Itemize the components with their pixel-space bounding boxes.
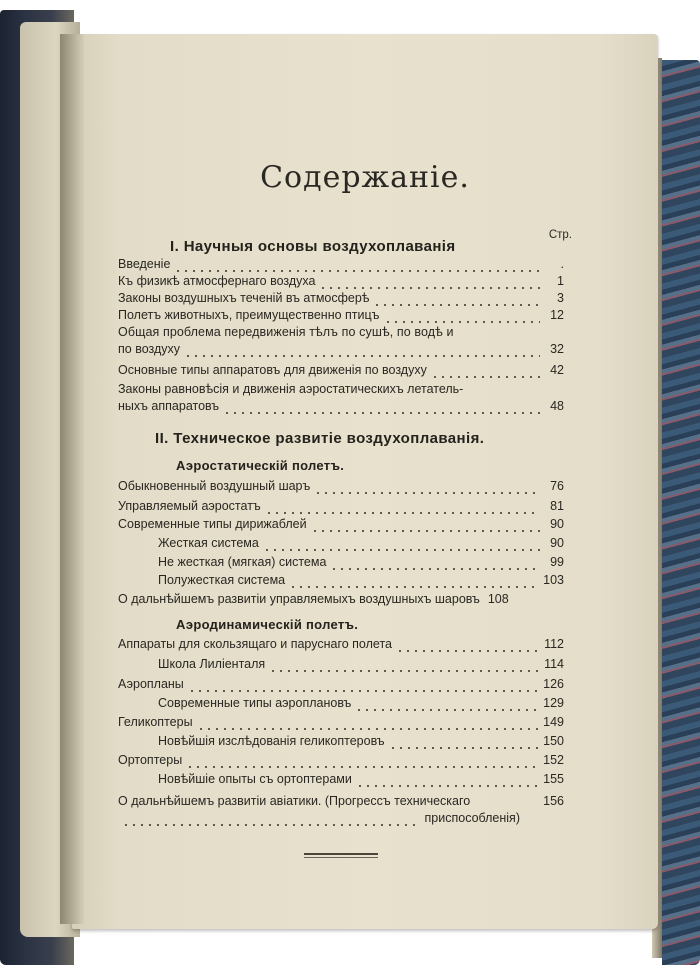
toc-entry-continuation	[118, 341, 564, 357]
leader-dots	[311, 518, 540, 532]
toc-entry	[118, 273, 564, 289]
end-rule	[304, 853, 378, 855]
toc-entry-page: 3	[557, 291, 564, 305]
toc-entry-title: Школа Лиліенталя	[158, 657, 266, 671]
leader-dots	[122, 812, 421, 826]
toc-entry	[158, 733, 564, 749]
toc-entry-title: Полетъ животныхъ, преимущественно птицъ	[118, 308, 380, 322]
toc-entry-page: 112	[544, 637, 564, 651]
toc-entry	[118, 290, 564, 306]
book-cover-right	[662, 60, 700, 965]
toc-entry-title: Современные типы дирижаблей	[118, 517, 307, 531]
toc-entry-title: Аппараты для скользящаго и паруснаго полета	[118, 637, 392, 651]
toc-entry-page: 129	[543, 696, 564, 710]
toc-entry-title: Ортоптеры	[118, 753, 183, 767]
toc-entry	[118, 498, 564, 514]
toc-entry-page: 32	[550, 342, 564, 356]
leader-dots	[355, 697, 539, 711]
toc-entry-title: Къ физикѣ атмосфернаго воздуха	[118, 274, 316, 288]
toc-entry-title: Введеніе	[118, 257, 171, 271]
toc-entry-title: О дальнѣйшемъ развитіи управляемыхъ воздушныхъ шаровъ	[118, 592, 480, 606]
leader-dots	[289, 574, 539, 588]
toc-entry-page: 1	[557, 274, 564, 288]
toc-entry	[118, 516, 564, 532]
toc-entry-title: Не жесткая (мягкая) система	[158, 555, 327, 569]
toc-entry-title: Полужесткая система	[158, 573, 286, 587]
toc-entry	[118, 793, 564, 809]
section-2-title: II. Техническое развитіе воздухоплаванія.	[155, 430, 485, 447]
toc-entry-page: 103	[543, 573, 564, 587]
leader-dots	[186, 754, 539, 768]
toc-entry-continuation	[118, 810, 520, 826]
toc-entry-page: 42	[550, 363, 564, 377]
leader-dots	[314, 480, 540, 494]
toc-entry-page: 155	[543, 772, 564, 786]
toc-entry	[118, 752, 564, 768]
toc-entry-title: Обыкновенный воздушный шаръ	[118, 479, 311, 493]
toc-entry	[118, 381, 564, 397]
toc-entry	[118, 307, 564, 323]
toc-entry-title: Основные типы аппаратовъ для движенія по воздуху	[118, 363, 427, 377]
leader-dots	[330, 556, 540, 570]
toc-entry-page: 81	[550, 499, 564, 513]
toc-entry-page: 150	[543, 734, 564, 748]
toc-entry-title: Аэропланы	[118, 677, 184, 691]
toc-entry-page: 76	[550, 479, 564, 493]
toc-entry-title-cont: по воздуху	[118, 342, 181, 356]
leader-dots	[223, 400, 540, 414]
toc-entry-title: Современные типы аэроплановъ	[158, 696, 352, 710]
subsection-title: Аэродинамическій полетъ.	[176, 617, 359, 632]
leader-dots	[174, 258, 540, 272]
toc-entry-page: 126	[543, 677, 564, 691]
toc-entry-title: Законы равновѣсія и движенія аэростатическихъ летатель-	[118, 382, 464, 396]
toc-entry-page: 90	[550, 517, 564, 531]
toc-entry-continuation	[118, 398, 564, 414]
toc-entry	[118, 324, 564, 340]
leader-dots	[431, 364, 540, 378]
leader-dots	[389, 735, 540, 749]
toc-entry-title: Жесткая система	[158, 536, 259, 550]
toc-entry	[118, 362, 564, 378]
toc-entry	[158, 656, 564, 672]
toc-entry	[158, 771, 564, 787]
toc-entry	[118, 636, 564, 652]
page-column-label: Стр.	[548, 229, 572, 241]
toc-entry-page: 12	[550, 308, 564, 322]
toc-entry-page: 108	[487, 592, 509, 606]
toc-entry	[158, 572, 564, 588]
toc-entry-title: Геликоптеры	[118, 715, 193, 729]
leader-dots	[265, 500, 540, 514]
toc-entry	[118, 478, 564, 494]
toc-entry-title-cont: ныхъ аппаратовъ	[118, 399, 220, 413]
toc-entry-title-cont: приспособленія)	[424, 811, 520, 825]
toc-entry	[158, 554, 564, 570]
toc-entry	[118, 591, 564, 607]
toc-entry	[118, 714, 564, 730]
toc-entry-title: Новѣйшіе опыты съ ортоптерами	[158, 772, 352, 786]
toc-entry-page: 149	[543, 715, 564, 729]
leader-dots	[373, 292, 540, 306]
leader-dots	[269, 658, 540, 672]
toc-entry	[158, 535, 564, 551]
leader-dots	[184, 343, 540, 357]
toc-entry-page: 90	[550, 536, 564, 550]
toc-entry-page: 48	[550, 399, 564, 413]
leader-dots	[188, 678, 539, 692]
leader-dots	[356, 773, 539, 787]
toc-entry-page: 156	[543, 794, 564, 808]
page-heading: Содержаніе.	[260, 160, 470, 195]
leader-space	[474, 795, 539, 809]
subsection-title: Аэростатическій полетъ.	[176, 458, 345, 473]
toc-entry-title: О дальнѣйшемъ развитіи авіатики. (Прогрессъ техническаго	[118, 794, 471, 808]
toc-entry-page: 152	[543, 753, 564, 767]
leader-dots	[384, 309, 541, 323]
toc-entry-title: Новѣйшія изслѣдованія геликоптеровъ	[158, 734, 385, 748]
leader-dots	[319, 275, 540, 289]
toc-entry	[118, 256, 564, 272]
toc-entry	[158, 695, 564, 711]
toc-entry-page: 99	[550, 555, 564, 569]
leader-dots	[263, 537, 540, 551]
toc-entry-title: Управляемый аэростатъ	[118, 499, 261, 513]
leader-dots	[396, 638, 540, 652]
toc-entry-page: 114	[544, 657, 564, 671]
section-1-title: I. Научныя основы воздухоплаванія	[170, 238, 456, 255]
leader-dots	[197, 716, 540, 730]
toc-entry	[118, 676, 564, 692]
toc-entry-page: .	[560, 257, 564, 271]
end-rule-thin	[304, 857, 378, 858]
toc-entry-title: Законы воздушныхъ теченій въ атмосферѣ	[118, 291, 370, 305]
toc-entry-title: Общая проблема передвиженія тѣлъ по сушѣ, по водѣ и	[118, 325, 454, 339]
